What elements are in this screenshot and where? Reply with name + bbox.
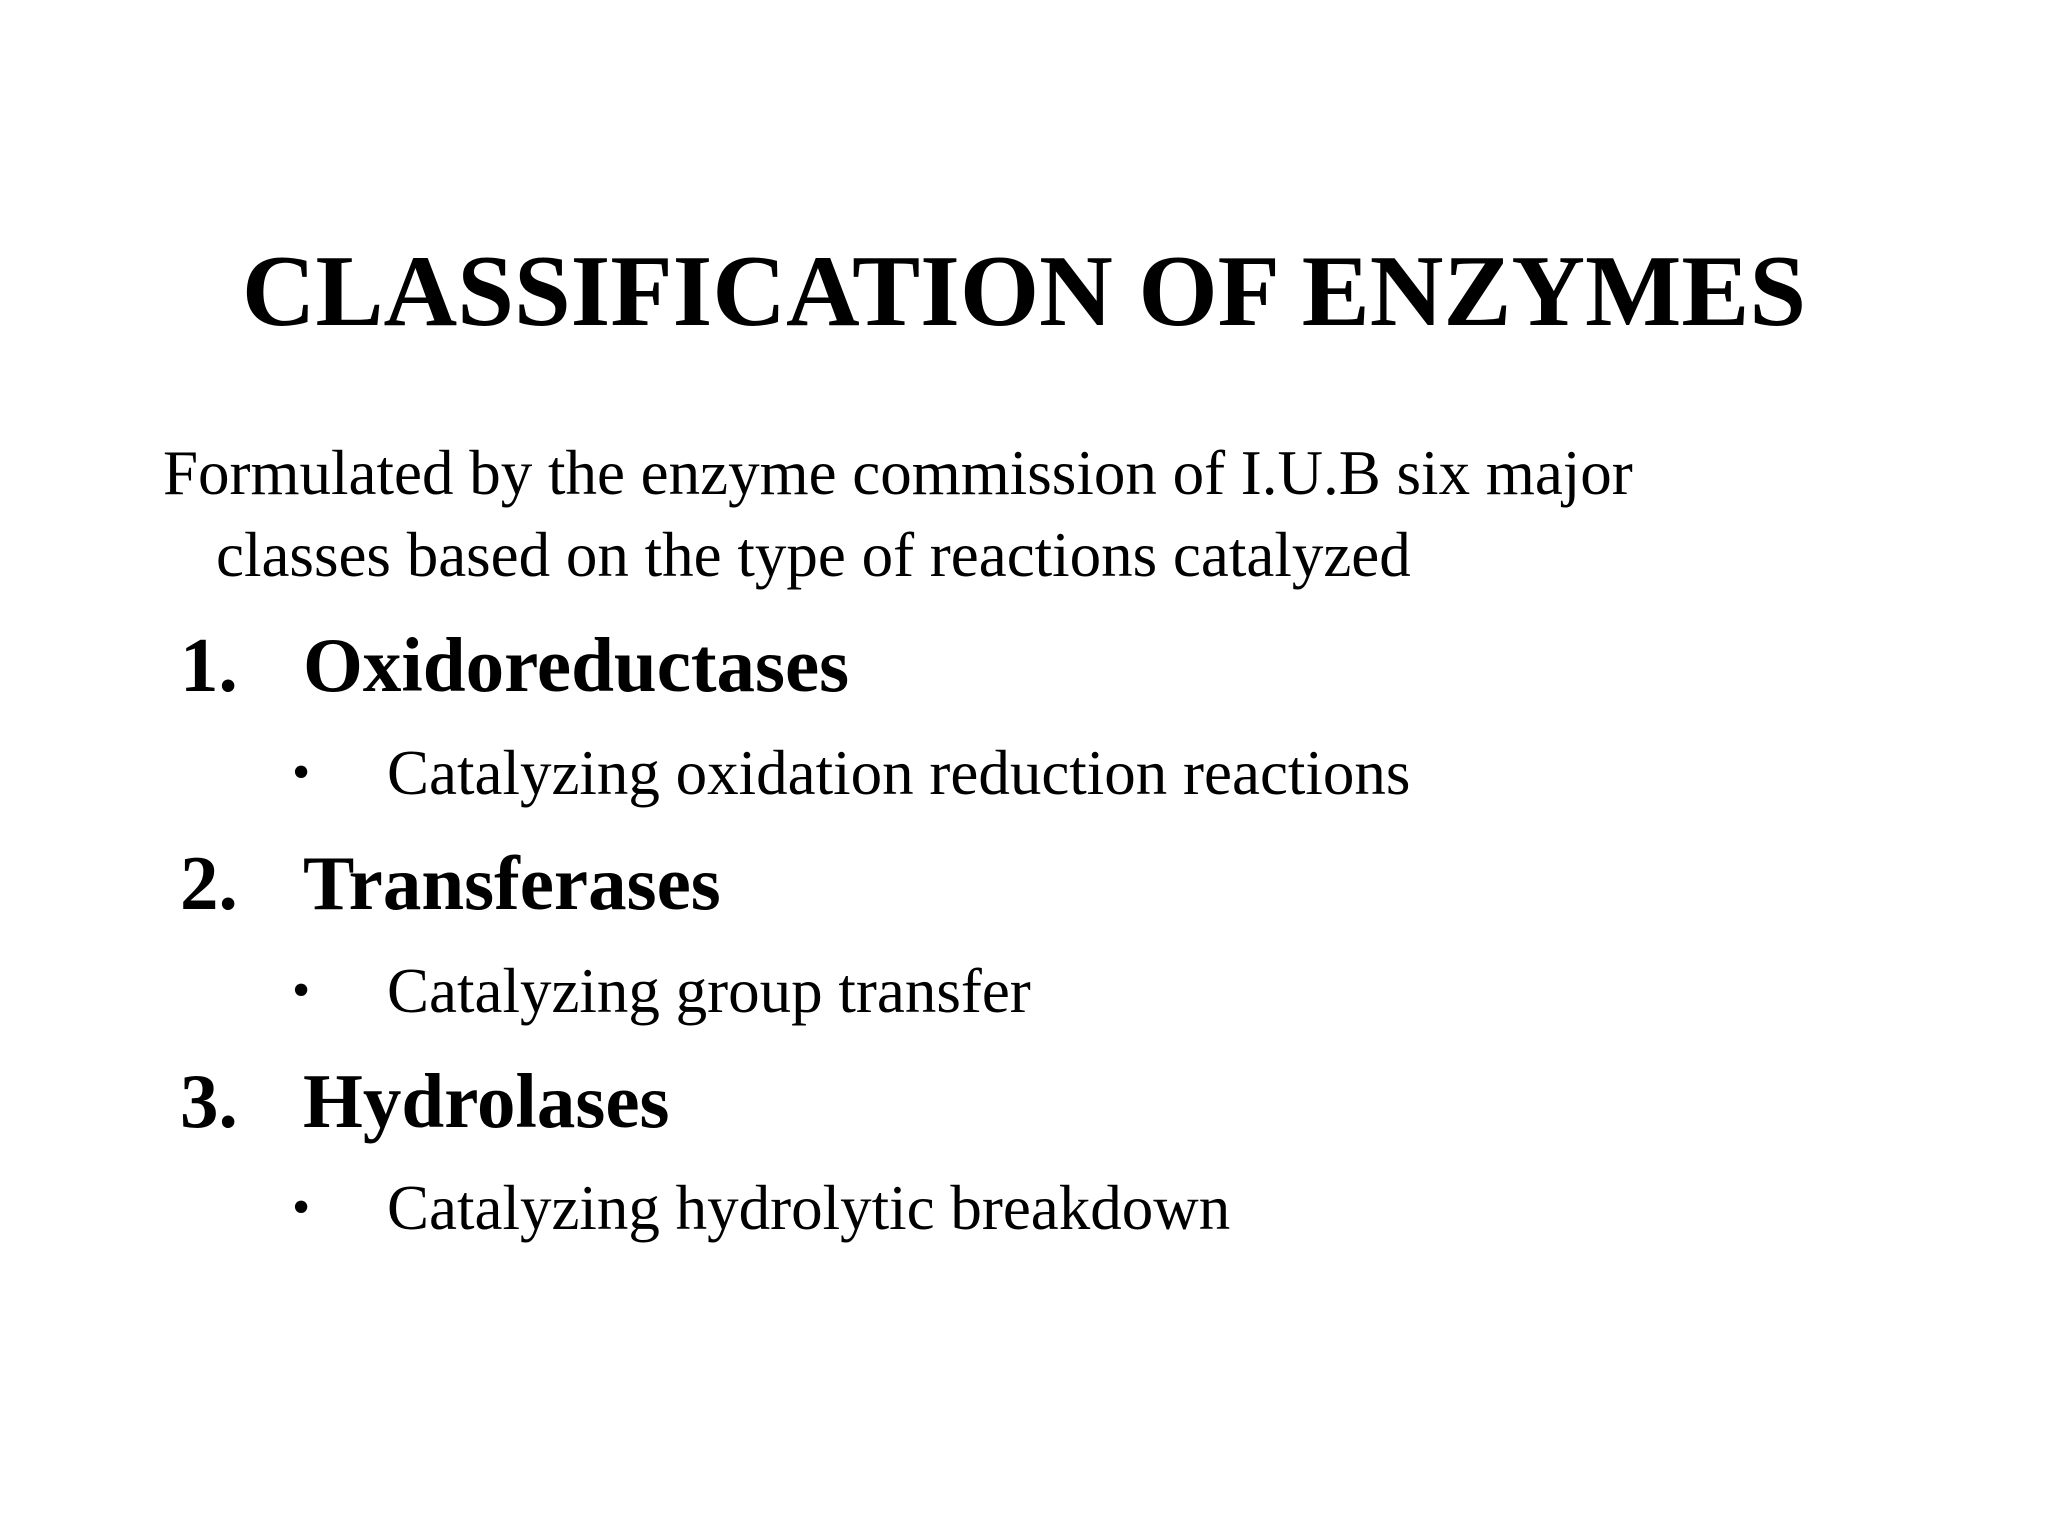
class-description-oxidoreductases [292,733,1410,813]
description-text: Catalyzing hydrolytic breakdown [387,1173,1231,1243]
intro-line-1: Formulated by the enzyme commission of I.U.B six major [163,438,1633,508]
class-name: Hydrolases [303,1058,670,1144]
class-heading-hydrolases [180,1056,670,1146]
bullet-icon: • [292,1179,311,1236]
class-number: 2. [180,840,238,926]
class-heading-oxidoreductases [180,620,849,710]
class-number: 1. [180,622,238,708]
class-description-hydrolases [292,1168,1230,1248]
bullet-icon: • [292,962,311,1019]
description-text: Catalyzing oxidation reduction reactions [387,738,1411,808]
class-heading-transferases [180,838,721,928]
slide-title: CLASSIFICATION OF ENZYMES [241,235,1807,348]
class-description-transferases [292,951,1031,1031]
class-number: 3. [180,1058,238,1144]
intro-line-2: classes based on the type of reactions catalyzed [216,520,1411,590]
class-name: Oxidoreductases [303,622,850,708]
intro-paragraph [163,432,1883,596]
description-text: Catalyzing group transfer [387,956,1031,1026]
bullet-icon: • [292,744,311,801]
class-name: Transferases [303,840,721,926]
